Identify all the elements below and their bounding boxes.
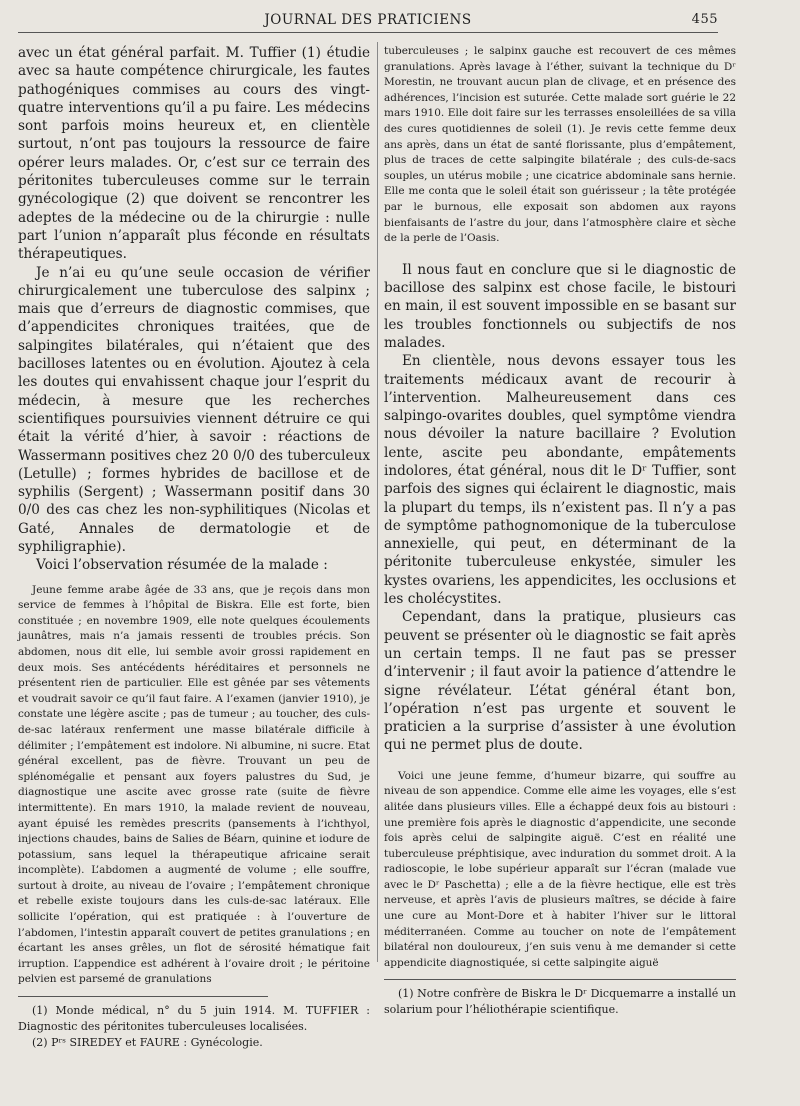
footnote: (1) Monde médical, n° du 5 juin 1914. M. TUFFIER : Diagnostic des péritonites tuberculeuses localisées. (18, 1004, 370, 1034)
case-observation-continued: tuberculeuses ; le salpinx gauche est recouvert de ces mêmes granulations. Après lavage à l’éther, suivant la technique du Dʳ Morestin, ne trouvant aucun plan de clivage, et en présence des adhérences, l’incision est suturée. Cette malade sort guérie le 22 mars 1910. Elle doit faire sur les terrasses ensoleillées de sa villa des cures quotidiennes de soleil (1). Je revis cette femme deux ans après, dans un état de santé florissante, plus d’empâtement, plus de traces de cette salpingite bilatérale ; des culs-de-sacs souples, un utérus mobile ; une cicatrice abdominale sans hernie. Elle me conta que le soleil était son guérisseur ; la tête protégée par le burnous, elle exposait son abdomen aux rayons bienfaisants de l’astre du jour, dans l’atmosphère claire et sèche de la perle de l’Oasis. (384, 45, 736, 245)
paragraph: avec un état général parfait. M. Tuffier (1) étudie avec sa haute compétence chirurgicale, les fautes pathogéniques commises au cours des vingt-quatre interventions qu’il a pu faire. Les médecins sont parfois moins heureux et, en clientèle surtout, n’ont pas toujours la ressource de faire opérer leurs malades. Or, c’est sur ce terrain des péritonites tuberculeuses comme sur le terrain gynécologique (2) que doivent se rencontrer les adeptes de la médecine ou de la chirurgie : nulle part l’union n’apparaît plus féconde en résultats thérapeutiques. (18, 45, 370, 263)
paragraph: Je n’ai eu qu’une seule occasion de vérifier chirurgicalement une tuberculose des salpinx ; mais que d’erreurs de diagnostic commises, que d’appendicites chroniques traitées, que de salpingites bilatérales, qui n’étaient que des bacilloses latentes ou en évolution. Ajoutez à cela les doutes qui envahissent chaque jour l’esprit du médecin, à mesure que les recherches scientifiques poursuivies viennent détruire ce qui était la vérité d’hier, à savoir : réactions de Wassermann positives chez 20 0/0 des tuberculeux (Letulle) ; formes hybrides de bacillose et de syphilis (Sergent) ; Wassermann positif dans 30 0/0 des cas chez les non-syphilitiques (Nicolas et Gaté, Annales de dermatologie et de syphiligraphie). (18, 264, 370, 556)
footnote-rule (384, 979, 736, 980)
left-column (18, 44, 370, 1050)
paragraph: Cependant, dans la pratique, plusieurs cas peuvent se présenter où le diagnostic se fait après un certain temps. Il ne faut pas se presser d’intervenir ; il faut avoir la patience d’attendre le signe révélateur. L’état général étant bon, l’opération n’est pas urgente et souvent le praticien a la surprise d’assister à une évolution qui ne permet plus de doute. (384, 609, 736, 754)
journal-title: JOURNAL DES PRATICIENS (264, 12, 472, 28)
footnote: (1) Notre confrère de Biskra le Dʳ Dicquemarre a installé un solarium pour l’héliothérapie scientifique. (384, 987, 736, 1017)
paragraph: Il nous faut en conclure que si le diagnostic de bacillose des salpinx est chose facile, le bistouri en main, il est souvent impossible en se basant sur les troubles fonctionnels ou subjectifs de nos malades. (384, 261, 736, 351)
footnote: (2) Pʳˢ SIREDEY et FAURE : Gynécologie. (32, 1036, 263, 1050)
running-header (18, 10, 718, 33)
page-number: 455 (691, 12, 718, 27)
paragraph: En clientèle, nous devons essayer tous les traitements médicaux avant de recourir à l’intervention. Malheureusement dans ces salpingo-ovarites doubles, quel symptôme viendra nous dévoiler la nature bacillaire ? Evolution lente, ascite peu abondante, empâtements indolores, état général, nous dit le Dʳ Tuffier, sont parfois des signes qui éclairent le diagnostic, mais la plupart du temps, ils n’existent pas. Il n’y a pas de symptôme pathognomonique de la tuberculose annexielle, qui peut, en déterminant de la péritonite tuberculeuse enkystée, simuler les kystes ovariens, les appendicites, les occlusions et les cholécystites. (384, 353, 736, 608)
paragraph: Voici l’observation résumée de la malade : (36, 557, 328, 574)
right-column (384, 44, 736, 1017)
case-observation: Voici une jeune femme, d’humeur bizarre, qui souffre au niveau de son appendice. Comme elle aime les voyages, elle s’est alitée dans plusieurs villes. Elle a échappé deux fois au bistouri : une première fois après le diagnostic d’appendicite, une seconde fois après celui de salpingite aiguë. C’est en réalité une tuberculeuse préphtisique, avec induration du sommet droit. A la radioscopie, le lobe supérieur apparaît sur l’écran (malade vue avec le Dʳ Paschetta) ; elle a de la fièvre hectique, elle est très nerveuse, et après l’avis de plusieurs maîtres, se décide à faire une cure au Mont-Dore et à habiter l’hiver sur le littoral méditerranéen. Comme au toucher on note de l’empâtement bilatéral non douloureux, j’en suis venu à me demander si cette appendicite diagnostiquée, si cette salpingite aiguë (384, 769, 736, 969)
case-observation: Jeune femme arabe âgée de 33 ans, que je reçois dans mon service de femmes à l’hôpital de Biskra. Elle est forte, bien constituée ; en novembre 1909, elle note quelques écoulements jaunâtres, mais n’a jamais ressenti de troubles précis. Son abdomen, nous dit elle, lui semble avoir grossi rapidement en deux mois. Ses antécédents héréditaires et personnels ne présentent rien de particulier. Elle est gênée par ses vêtements et voudrait savoir ce qu’il faut faire. A l’examen (janvier 1910), je constate une légère ascite ; pas de tumeur ; au toucher, des culs-de-sac latéraux renferment une masse bilatérale difficile à délimiter ; l’empâtement est indolore. Ni albumine, ni sucre. Etat général excellent, pas de fièvre. Trouvant un peu de splénomégalie et pensant aux foyers palustres du Sud, je diagnostique une ascite avec grosse rate (suite de fièvre intermittente). En mars 1910, la malade revient de nouveau, ayant épuisé les remèdes prescrits (pansements à l’ichthyol, injections chaudes, bains de Salies de Béarn, quinine et iodure de potassium, sans lequel la thérapeutique africaine serait incomplète). L’abdomen a augmenté de volume ; elle souffre, surtout à droite, au niveau de l’ovaire ; l’empâtement chronique et rebelle existe toujours dans les culs-de-sac latéraux. Elle sollicite l’opération, qui est pratiquée : à l’ouverture de l’abdomen, l’intestin apparaît couvert de petites granulations ; en écartant les anses grêles, un flot de sérosité hématique fait irruption. L’appendice est adhérent à l’ovaire droit ; le péritoine pelvien est parsemé de granulations (18, 583, 370, 986)
footnotes (384, 979, 736, 1018)
column-divider (377, 42, 378, 962)
footnote-rule (18, 996, 268, 997)
footnotes (18, 996, 370, 1051)
